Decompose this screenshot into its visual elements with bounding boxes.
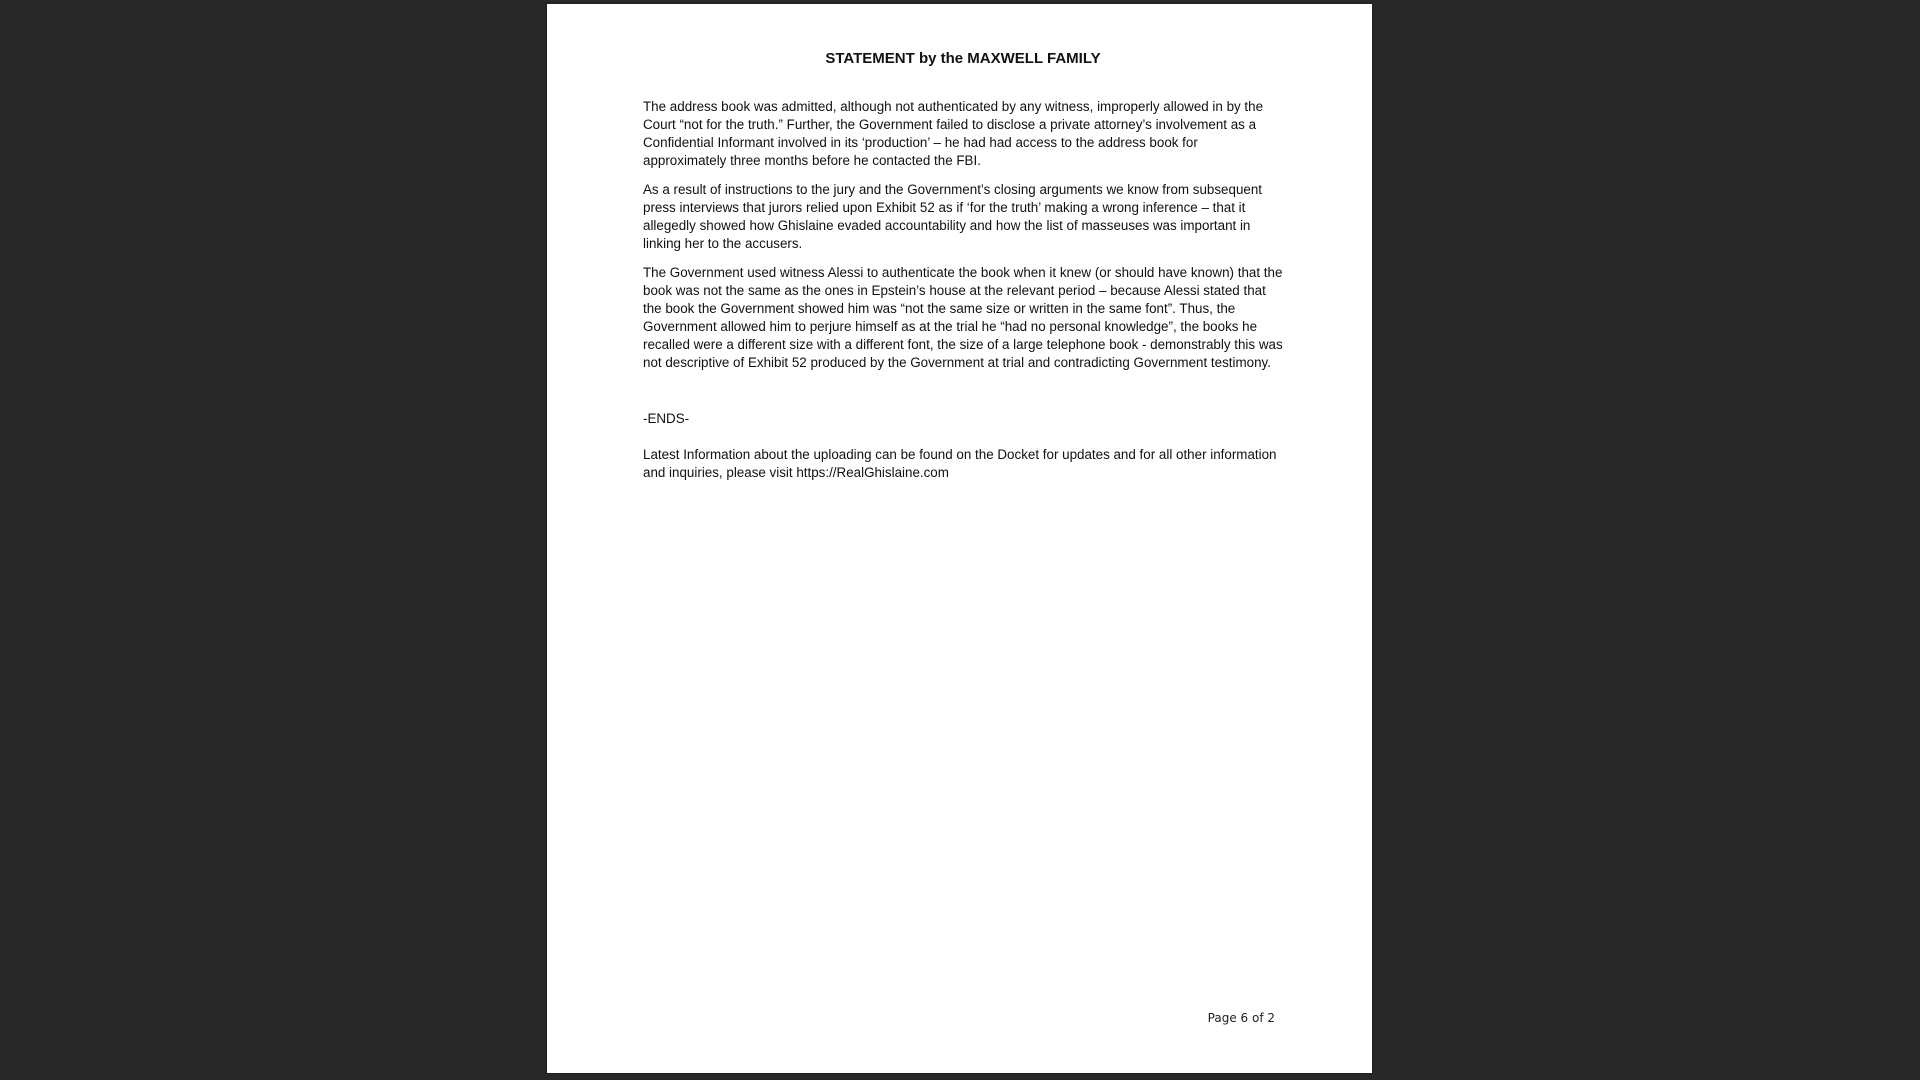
paragraph-address-book: The address book was admitted, although not authenticated by any witness, improperly allowed in by the Court “not for the truth.” Further, the Government failed to disclose a private attorney’s involvement as a Confidential Informant involved in its ‘production’ – he had had access to the address book for approximately three months before he contacted the FBI. xyxy=(643,99,1264,168)
latest-information: Latest Information about the uploading can be found on the Docket for updates and for all other information and inquiries, please visit https://RealGhislaine.com xyxy=(643,447,1277,480)
document-page xyxy=(547,4,1372,1073)
statement-title: STATEMENT by the MAXWELL FAMILY xyxy=(825,50,1101,67)
paragraph-jury-instructions: As a result of instructions to the jury and the Government’s closing arguments we know from subsequent press interviews that jurors relied upon Exhibit 52 as if ‘for the truth’ making a wrong inference – that it allegedly showed how Ghislaine evaded accountability and how the list of masseuses was important in linking her to the accusers. xyxy=(643,182,1263,251)
ends-marker: -ENDS- xyxy=(643,411,690,426)
page-number-footer: Page 6 of 2 xyxy=(1207,1011,1275,1025)
page-content xyxy=(643,50,1283,482)
paragraph-witness-alessi: The Government used witness Alessi to authenticate the book when it knew (or should have known) that the book was not the same as the ones in Epstein’s house at the relevant period – because Alessi stated that the book the Government showed him was “not the same size or written in the same font”. Thus, the Government allowed him to perjure himself as at the trial he “had no personal knowledge”, the books he recalled were a different size with a different font, the size of a large telephone book - demonstrably this was not descriptive of Exhibit 52 produced by the Government at trial and contradicting Government testimony. xyxy=(643,265,1283,370)
